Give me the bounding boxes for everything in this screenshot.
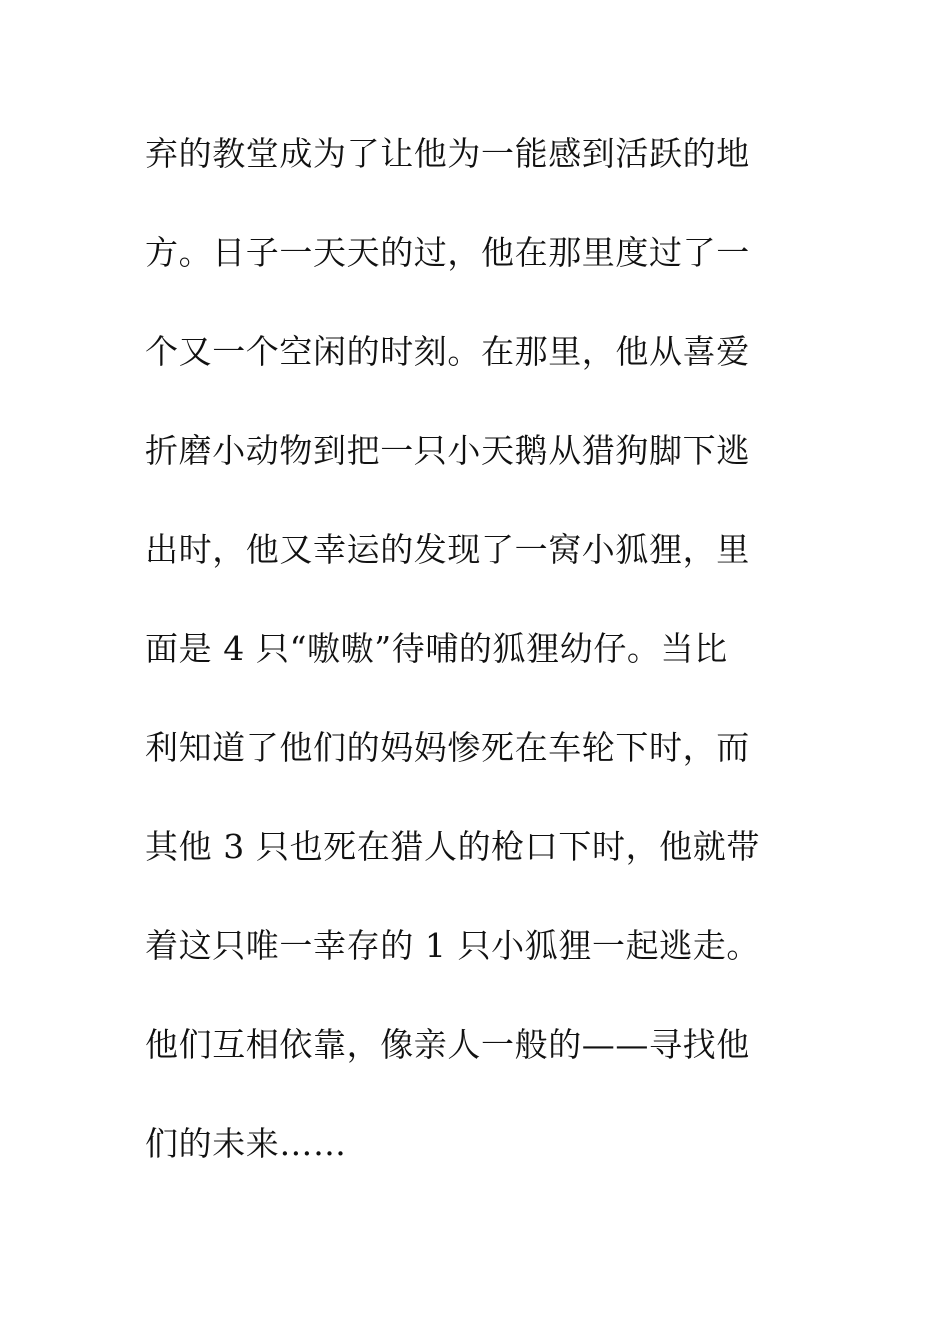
text-line-2: 方。日子一天天的过，他在那里度过了一	[145, 233, 750, 272]
text-line-4: 折磨小动物到把一只小天鹅从猎狗脚下逃	[145, 431, 750, 470]
text-line-5: 出时，他又幸运的发现了一窝小狐狸，里	[145, 530, 750, 569]
text-line-1: 弃的教堂成为了让他为一能感到活跃的地	[145, 134, 750, 173]
text-line-8: 其他 3 只也死在猎人的枪口下时，他就带	[145, 827, 760, 866]
text-line-10: 他们互相依靠，像亲人一般的——寻找他	[145, 1025, 750, 1064]
text-line-7: 利知道了他们的妈妈惨死在车轮下时，而	[145, 728, 750, 767]
text-line-3: 个又一个空闲的时刻。在那里，他从喜爱	[145, 332, 750, 371]
body-text	[145, 126, 795, 1215]
text-line-6: 面是 4 只“嗷嗷”待哺的狐狸幼仔。当比	[145, 629, 728, 668]
text-line-9: 着这只唯一幸存的 1 只小狐狸一起逃走。	[145, 926, 760, 965]
text-line-11: 们的未来……	[145, 1124, 347, 1163]
